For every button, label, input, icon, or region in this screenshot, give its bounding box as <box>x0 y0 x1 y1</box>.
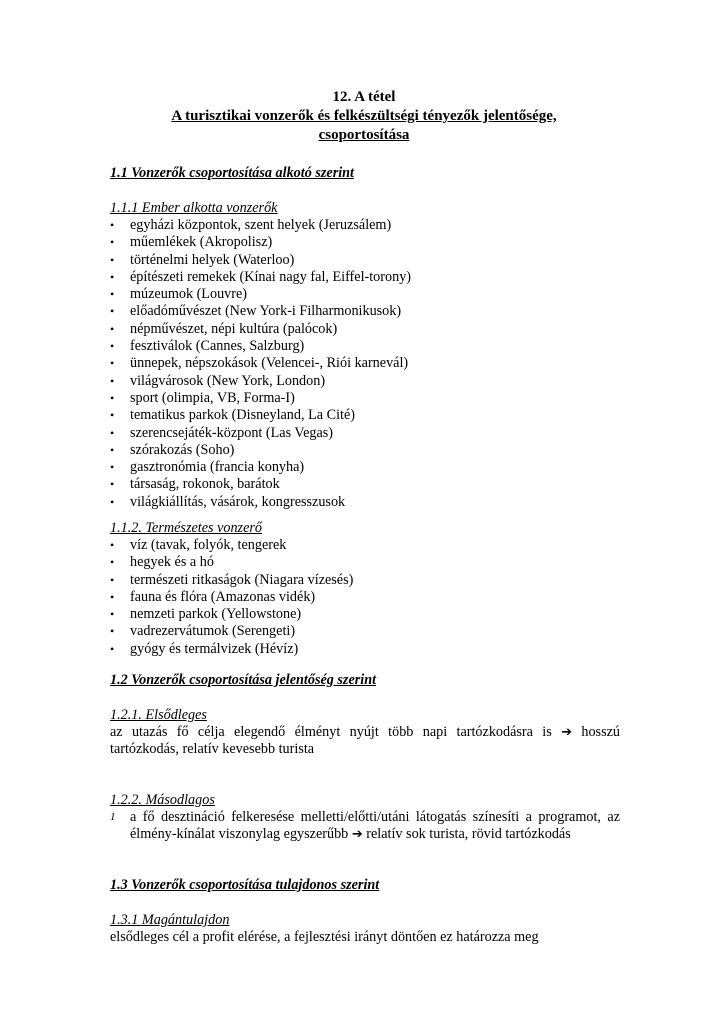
primary-text-b: hosszú tartózkodás, relatív kevesebb turista <box>110 724 620 758</box>
arrow-icon: ➔ <box>351 827 363 843</box>
document-title <box>0 88 728 145</box>
list-item: • ünnepek, népszokások (Velencei-, Riói karnevál) <box>110 355 411 372</box>
natural-attractions-list <box>110 537 353 658</box>
list-item: • társaság, rokonok, barátok <box>110 476 411 493</box>
secondary-text <box>130 809 620 844</box>
list-item: • előadóművészet (New York-i Filharmonikusok) <box>110 303 411 320</box>
arrow-icon: ➔ <box>561 725 573 740</box>
list-item: • egyházi központok, szent helyek (Jeruzsálem) <box>110 217 411 234</box>
list-item: • szerencsejáték-központ (Las Vegas) <box>110 425 411 442</box>
list-item: • sport (olimpia, VB, Forma-I) <box>110 390 411 407</box>
title-line-2: A turisztikai vonzerők és felkészültségi tényezők jelentősége, <box>171 108 557 124</box>
list-item: • világkiállítás, vásárok, kongresszusok <box>110 494 411 511</box>
list-marker: 1 <box>110 811 116 823</box>
secondary-attraction-paragraph <box>110 809 620 844</box>
list-item: • gasztronómia (francia konyha) <box>110 459 411 476</box>
list-item: • népművészet, népi kultúra (palócok) <box>110 321 411 338</box>
primary-attraction-paragraph <box>110 724 620 759</box>
list-item: • műemlékek (Akropolisz) <box>110 234 411 251</box>
title-line-3: csoportosítása <box>318 127 410 143</box>
section-heading-1-1: 1.1 Vonzerők csoportosítása alkotó szerint <box>110 165 354 181</box>
list-item: • hegyek és a hó <box>110 554 353 571</box>
man-made-attractions-list <box>110 217 411 511</box>
list-item: • fesztiválok (Cannes, Salzburg) <box>110 338 411 355</box>
subsection-heading-1-1-2: 1.1.2. Természetes vonzerő <box>110 520 262 536</box>
section-heading-1-2: 1.2 Vonzerők csoportosítása jelentőség szerint <box>110 672 377 688</box>
list-item: • világvárosok (New York, London) <box>110 373 411 390</box>
list-item: • szórakozás (Soho) <box>110 442 411 459</box>
list-item: • építészeti remekek (Kínai nagy fal, Eiffel-torony) <box>110 269 411 286</box>
list-item: • gyógy és termálvizek (Hévíz) <box>110 641 353 658</box>
list-item: • nemzeti parkok (Yellowstone) <box>110 606 353 623</box>
title-line-1: 12. A tétel <box>332 89 396 105</box>
list-item: • fauna és flóra (Amazonas vidék) <box>110 589 353 606</box>
subsection-heading-1-2-2: 1.2.2. Másodlagos <box>110 792 215 808</box>
secondary-text-b: relatív sok turista, rövid tartózkodás <box>362 826 571 843</box>
list-item: • történelmi helyek (Waterloo) <box>110 252 411 269</box>
list-item: • múzeumok (Louvre) <box>110 286 411 303</box>
secondary-text-a: a fő desztináció felkeresése melletti/előtti/utáni látogatás színesíti a programot, az élmény-kínálat viszonylag egyszerűbb <box>130 809 620 843</box>
section-heading-1-3: 1.3 Vonzerők csoportosítása tulajdonos szerint <box>110 877 380 893</box>
list-item: • víz (tavak, folyók, tengerek <box>110 537 353 554</box>
list-item: • természeti ritkaságok (Niagara vízesés) <box>110 572 353 589</box>
subsection-heading-1-2-1: 1.2.1. Elsődleges <box>110 707 207 723</box>
subsection-heading-1-3-1: 1.3.1 Magántulajdon <box>110 912 230 928</box>
private-ownership-paragraph: elsődleges cél a profit elérése, a fejlesztési irányt döntően ez határozza meg <box>110 929 539 945</box>
primary-text-a: az utazás fő célja elegendő élményt nyújt több napi tartózkodásra is <box>110 724 562 740</box>
list-item: • tematikus parkok (Disneyland, La Cité) <box>110 407 411 424</box>
subsection-heading-1-1-1: 1.1.1 Ember alkotta vonzerők <box>110 200 278 216</box>
list-item: • vadrezervátumok (Serengeti) <box>110 623 353 640</box>
